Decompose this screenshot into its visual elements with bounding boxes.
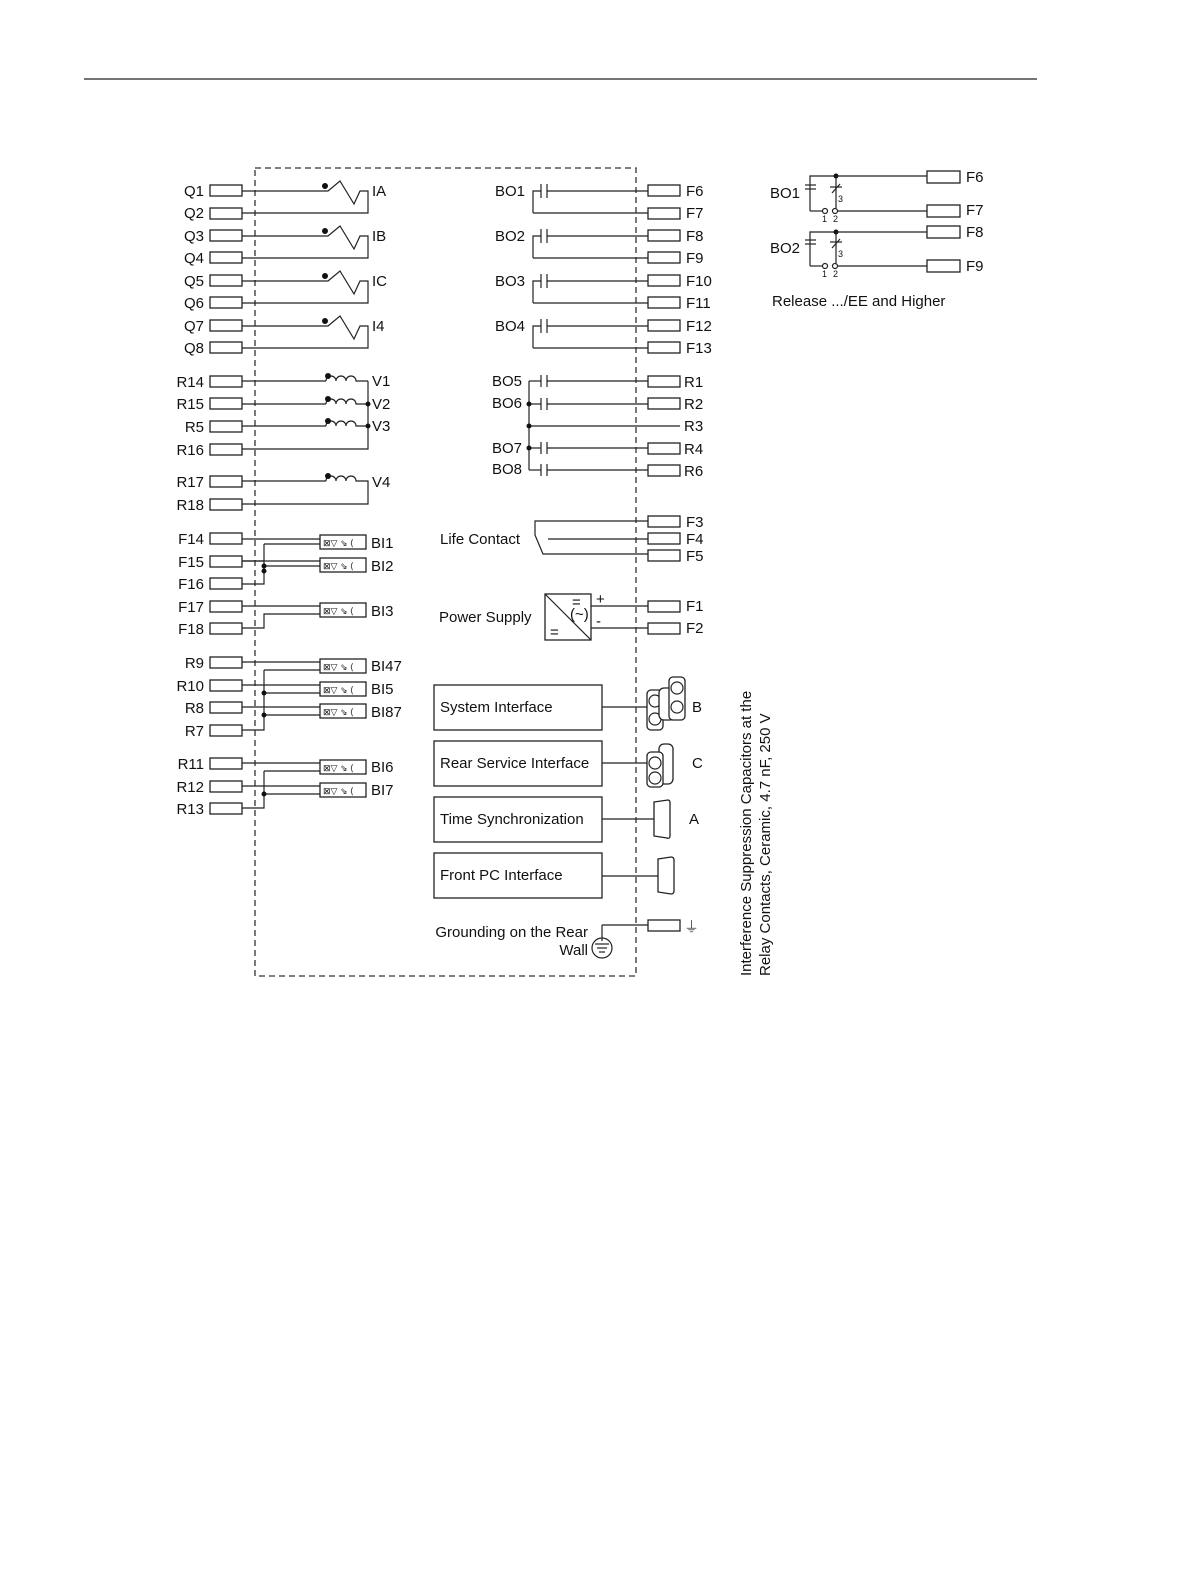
ground-terminal-icon: ⏚ (684, 919, 700, 936)
terminal-f12[interactable] (648, 320, 680, 331)
terminal-f18[interactable] (210, 623, 242, 634)
side-note-line2: Relay Contacts, Ceramic, 4.7 nF, 250 V (757, 713, 774, 976)
input-label-bi1: BI1 (371, 535, 394, 552)
terminal-label-r8: R8 (184, 700, 204, 717)
terminal-label-r10: R10 (176, 678, 204, 695)
terminal-f9[interactable] (648, 252, 680, 263)
relay-contacts-bo5-bo8 (527, 375, 681, 476)
output-label-bo5: BO5 (491, 373, 522, 390)
terminal-q8[interactable] (210, 342, 242, 353)
terminal-label-r15: R15 (176, 396, 204, 413)
terminal-label-r12: R12 (176, 779, 204, 796)
terminal-label-f16: F16 (178, 576, 204, 593)
input-label-v2: V2 (372, 396, 391, 413)
rear-service-interface-label: Rear Service Interface (440, 755, 590, 772)
terminal-label-f3: F3 (686, 514, 704, 531)
terminal-label-f12: F12 (686, 318, 712, 335)
power-supply-plus: + (596, 591, 605, 608)
terminal-r18[interactable] (210, 499, 242, 510)
grounding-label-line2: Wall (559, 942, 588, 959)
terminal-label-q6: Q6 (183, 295, 204, 312)
terminal-label-f17: F17 (178, 599, 204, 616)
terminal-r13[interactable] (210, 803, 242, 814)
inset-release-ee (770, 169, 984, 310)
terminal-label-f6: F6 (686, 183, 704, 200)
terminal-q5[interactable] (210, 275, 242, 286)
terminal-r16[interactable] (210, 444, 242, 455)
terminal-f13[interactable] (648, 342, 680, 353)
terminal-label-r5: R5 (184, 419, 204, 436)
output-label-bo3: BO3 (494, 273, 525, 290)
polarity-dot (322, 273, 328, 279)
terminal-q6[interactable] (210, 297, 242, 308)
current-inputs (184, 181, 387, 357)
optocoupler-bi7 (320, 783, 366, 797)
input-label-bi5: BI5 (371, 681, 394, 698)
polarity-dot (325, 373, 331, 379)
optocoupler-bi2 (320, 558, 366, 572)
terminal-f14[interactable] (210, 533, 242, 544)
relay-contact-bo3 (533, 274, 648, 303)
output-label-bo2: BO2 (494, 228, 525, 245)
sub-d-connector-icon (654, 800, 670, 838)
input-label-bi6: BI6 (371, 759, 394, 776)
svg-text:⊠▽ ⇘ ⟨: ⊠▽ ⇘ ⟨ (323, 606, 354, 616)
terminal-q3[interactable] (210, 230, 242, 241)
grounding (435, 919, 699, 959)
terminal-ground[interactable] (648, 920, 680, 931)
terminal-r1[interactable] (648, 376, 680, 387)
inset-caption: Release .../EE and Higher (772, 293, 946, 310)
terminal-label-r1: R1 (684, 374, 704, 391)
terminal-q2[interactable] (210, 208, 242, 219)
front-pc-interface-label: Front PC Interface (440, 867, 563, 884)
inset-terminal-label-f6: F6 (966, 169, 984, 186)
polarity-dot (322, 318, 328, 324)
terminal-r7[interactable] (210, 725, 242, 736)
binary-outputs (492, 183, 712, 480)
side-note (738, 691, 774, 976)
inset-terminal-f8[interactable] (927, 226, 960, 238)
terminal-f11[interactable] (648, 297, 680, 308)
life-contact (440, 514, 704, 565)
inset-pin-2b: 2 (833, 269, 839, 279)
terminal-label-q5: Q5 (183, 273, 204, 290)
terminal-r17[interactable] (210, 476, 242, 487)
inset-pin-3: 3 (838, 194, 844, 204)
terminal-q7[interactable] (210, 320, 242, 331)
output-label-bo8: BO8 (491, 461, 522, 478)
port-label-c: C (692, 755, 703, 772)
terminal-label-q2: Q2 (183, 205, 204, 222)
terminal-r15[interactable] (210, 398, 242, 409)
polarity-dot (325, 396, 331, 402)
terminal-r12[interactable] (210, 781, 242, 792)
inset-label-bo2: BO2 (770, 240, 801, 257)
input-label-bi87: BI87 (371, 704, 402, 721)
terminal-label-r17: R17 (176, 474, 204, 491)
terminal-f1[interactable] (648, 601, 680, 612)
fiber-connector-icon (647, 744, 673, 787)
optocoupler-bi5 (320, 682, 366, 696)
inset-terminal-f7[interactable] (927, 205, 960, 217)
input-label-ia: IA (372, 183, 387, 200)
terminal-f8[interactable] (648, 230, 680, 241)
terminal-r8[interactable] (210, 702, 242, 713)
polarity-dot (322, 228, 328, 234)
power-supply-dc-symbol: = (572, 594, 581, 611)
polarity-dot (322, 183, 328, 189)
grounding-label-line1: Grounding on the Rear (435, 924, 588, 941)
terminal-label-r14: R14 (176, 374, 204, 391)
terminal-r5[interactable] (210, 421, 242, 432)
terminal-label-f5: F5 (686, 548, 704, 565)
terminal-label-f11: F11 (686, 295, 711, 312)
power-supply-label: Power Supply (439, 609, 532, 626)
terminal-q4[interactable] (210, 252, 242, 263)
terminal-label-r9: R9 (184, 655, 204, 672)
terminal-q1[interactable] (210, 185, 242, 196)
life-contact-label: Life Contact (440, 531, 521, 548)
input-label-v3: V3 (372, 418, 391, 435)
terminal-f7[interactable] (648, 208, 680, 219)
input-label-ib: IB (372, 228, 387, 245)
input-label-bi2: BI2 (371, 558, 394, 575)
binary-inputs (176, 531, 401, 818)
terminal-f3[interactable] (648, 516, 680, 527)
svg-text:⊠▽ ⇘ ⟨: ⊠▽ ⇘ ⟨ (323, 786, 354, 796)
input-label-bi47: BI47 (371, 658, 402, 675)
inset-pin-2: 2 (833, 214, 839, 224)
svg-text:⊠▽ ⇘ ⟨: ⊠▽ ⇘ ⟨ (323, 763, 354, 773)
optocoupler-bi47 (320, 659, 366, 673)
terminal-label-r6: R6 (684, 463, 704, 480)
svg-text:⊠▽ ⇘ ⟨: ⊠▽ ⇘ ⟨ (323, 561, 354, 571)
inset-pin-1b: 1 (822, 269, 828, 279)
terminal-label-r13: R13 (176, 801, 204, 818)
output-label-bo6: BO6 (491, 395, 522, 412)
terminal-r6[interactable] (648, 465, 680, 476)
terminal-label-f13: F13 (686, 340, 712, 357)
output-label-bo7: BO7 (491, 440, 522, 457)
terminal-label-r18: R18 (176, 497, 204, 514)
inset-terminal-f6[interactable] (927, 171, 960, 183)
terminal-r2[interactable] (648, 398, 680, 409)
power-supply-minus: - (596, 613, 601, 630)
inset-terminal-label-f9: F9 (966, 258, 984, 275)
terminal-label-q8: Q8 (183, 340, 204, 357)
polarity-dot (325, 473, 331, 479)
inset-pin-1: 1 (822, 214, 828, 224)
output-label-bo1: BO1 (494, 183, 525, 200)
optocoupler-bi3 (320, 603, 366, 617)
terminal-label-f9: F9 (686, 250, 704, 267)
terminal-f4[interactable] (648, 533, 680, 544)
side-note-line1: Interference Suppression Capacitors at the (738, 690, 755, 976)
power-supply-dc-symbol-2: = (550, 624, 559, 641)
terminal-label-f14: F14 (178, 531, 204, 548)
inset-terminal-label-f7: F7 (966, 202, 984, 219)
inset-terminal-f9[interactable] (927, 260, 960, 272)
terminal-f2[interactable] (648, 623, 680, 634)
current-input-i4 (184, 316, 385, 357)
terminal-f17[interactable] (210, 601, 242, 612)
terminal-r11[interactable] (210, 758, 242, 769)
terminal-label-f18: F18 (178, 621, 204, 638)
terminal-label-f7: F7 (686, 205, 704, 222)
port-label-b: B (692, 699, 703, 716)
terminal-label-r16: R16 (176, 442, 204, 459)
terminal-label-r3: R3 (684, 418, 704, 435)
terminal-label-r11: R11 (177, 756, 204, 773)
system-interface-label: System Interface (440, 699, 553, 716)
input-label-bi3: BI3 (371, 603, 394, 620)
power-supply-ac-symbol: (~) (570, 606, 589, 623)
current-input-ic (184, 271, 387, 312)
terminal-f15[interactable] (210, 556, 242, 567)
time-sync-label: Time Synchronization (440, 811, 584, 828)
svg-text:⊠▽ ⇘ ⟨: ⊠▽ ⇘ ⟨ (323, 707, 354, 717)
terminal-label-r2: R2 (684, 396, 704, 413)
current-input-ia (184, 181, 386, 222)
terminal-label-q4: Q4 (183, 250, 204, 267)
optocoupler-bi87 (320, 704, 366, 718)
terminal-label-f15: F15 (178, 554, 204, 571)
fiber-connector-icon (647, 677, 685, 730)
inset-pin-3b: 3 (838, 249, 844, 259)
inset-terminal-label-f8: F8 (966, 224, 984, 241)
interfaces (434, 677, 703, 898)
relay-contact-bo4 (533, 319, 648, 348)
input-label-v4: V4 (372, 474, 391, 491)
terminal-r9[interactable] (210, 657, 242, 668)
input-label-ic: IC (372, 273, 387, 290)
svg-text:⊠▽ ⇘ ⟨: ⊠▽ ⇘ ⟨ (323, 538, 354, 548)
terminal-r14[interactable] (210, 376, 242, 387)
voltage-inputs (176, 373, 390, 514)
terminal-f16[interactable] (210, 578, 242, 589)
terminal-label-f10: F10 (686, 273, 712, 290)
port-label-a: A (689, 811, 700, 828)
current-input-ib (184, 226, 386, 267)
input-label-i4: I4 (372, 318, 385, 335)
terminal-label-f4: F4 (686, 531, 704, 548)
svg-text:⊠▽ ⇘ ⟨: ⊠▽ ⇘ ⟨ (323, 662, 354, 672)
optocoupler-bi1 (320, 535, 366, 549)
inset-label-bo1: BO1 (770, 185, 801, 202)
input-label-bi7: BI7 (371, 782, 394, 799)
terminal-f10[interactable] (648, 275, 680, 286)
output-label-bo4: BO4 (494, 318, 525, 335)
polarity-dot (325, 418, 331, 424)
terminal-label-f8: F8 (686, 228, 704, 245)
sub-d-connector-icon (658, 857, 674, 894)
terminal-r10[interactable] (210, 680, 242, 691)
input-label-v1: V1 (372, 373, 391, 390)
relay-contact-bo2 (533, 229, 648, 258)
terminal-r4[interactable] (648, 443, 680, 454)
optocoupler-bi6 (320, 760, 366, 774)
terminal-label-q7: Q7 (183, 318, 204, 335)
terminal-f6[interactable] (648, 185, 680, 196)
terminal-label-f2: F2 (686, 620, 704, 637)
relay-contact-bo1 (533, 184, 648, 213)
power-supply (439, 591, 704, 641)
terminal-label-f1: F1 (686, 598, 704, 615)
terminal-label-r4: R4 (684, 441, 704, 458)
svg-text:⊠▽ ⇘ ⟨: ⊠▽ ⇘ ⟨ (323, 685, 354, 695)
terminal-label-q3: Q3 (183, 228, 204, 245)
terminal-f5[interactable] (648, 550, 680, 561)
terminal-label-r7: R7 (184, 723, 204, 740)
terminal-label-q1: Q1 (183, 183, 204, 200)
